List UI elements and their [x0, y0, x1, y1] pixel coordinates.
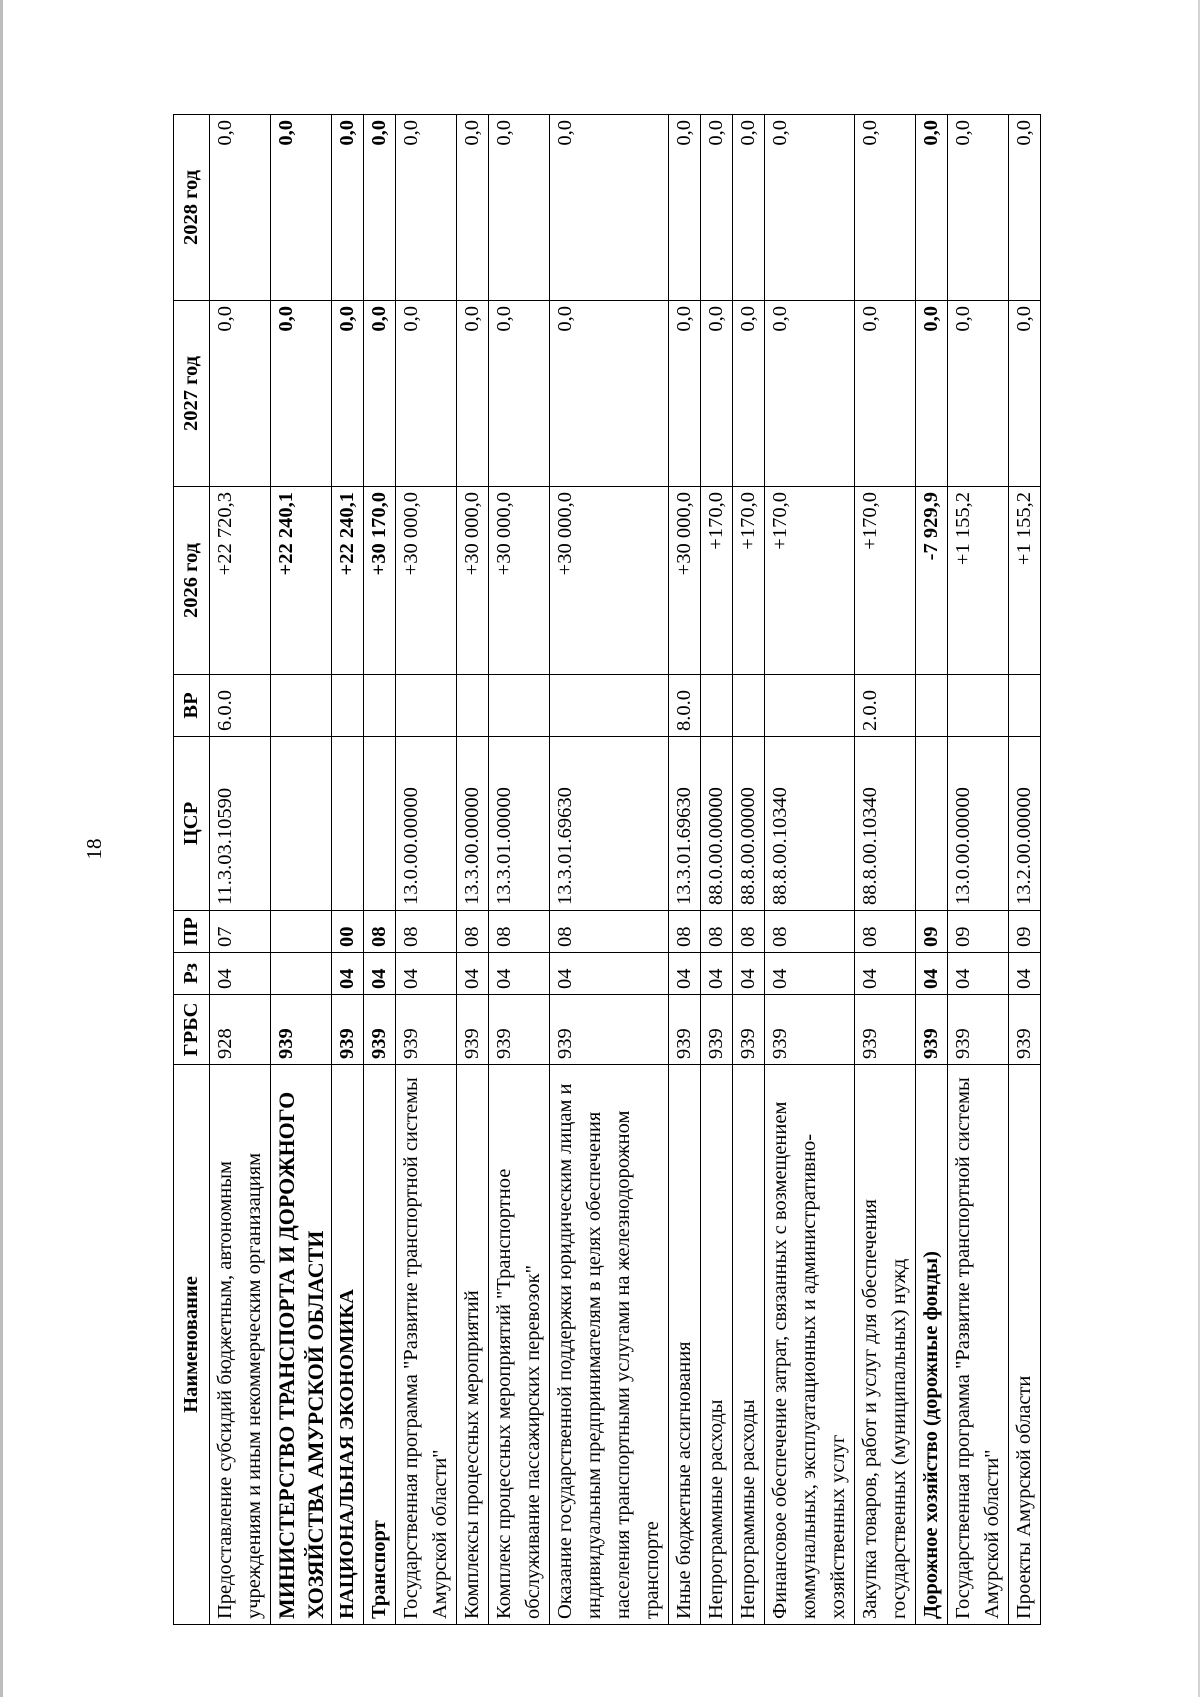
- cell-grbs: 939: [332, 995, 364, 1065]
- cell-name: Комплексы процессных мероприятий: [457, 1065, 489, 1625]
- cell-2026: +22 240,1: [271, 487, 332, 675]
- cell-csr: 88.8.00.10340: [855, 737, 916, 911]
- cell-2028: 0,0: [765, 115, 855, 301]
- cell-2028: 0,0: [550, 115, 669, 301]
- table-row: [765, 115, 855, 1625]
- cell-vr: [550, 675, 669, 737]
- cell-rz: 04: [210, 953, 271, 995]
- cell-vr: 8.0.0: [669, 675, 701, 737]
- table-row: [948, 115, 1009, 1625]
- cell-rz: 04: [396, 953, 457, 995]
- cell-rz: 04: [948, 953, 1009, 995]
- rotated-table-container: [173, 115, 1070, 1625]
- cell-grbs: 939: [701, 995, 733, 1065]
- cell-2027: 0,0: [916, 301, 948, 487]
- table-row: [1009, 115, 1041, 1625]
- cell-2026: +30 000,0: [489, 487, 550, 675]
- cell-grbs: 939: [271, 995, 332, 1065]
- cell-2028: 0,0: [855, 115, 916, 301]
- table-row: [550, 115, 669, 1625]
- table-row: [271, 115, 332, 1625]
- cell-vr: [916, 675, 948, 737]
- cell-vr: 2.0.0: [855, 675, 916, 737]
- cell-pr: 08: [457, 911, 489, 953]
- budget-table: [173, 114, 1041, 1625]
- table-row: [489, 115, 550, 1625]
- cell-vr: [733, 675, 765, 737]
- cell-vr: [364, 675, 396, 737]
- cell-vr: [396, 675, 457, 737]
- cell-csr: [271, 737, 332, 911]
- cell-2026: +170,0: [855, 487, 916, 675]
- cell-grbs: 939: [855, 995, 916, 1065]
- table-row: [733, 115, 765, 1625]
- cell-grbs: 928: [210, 995, 271, 1065]
- table-row: [669, 115, 701, 1625]
- cell-2027: 0,0: [1009, 301, 1041, 487]
- cell-2026: +170,0: [733, 487, 765, 675]
- cell-2028: 0,0: [733, 115, 765, 301]
- cell-csr: 13.3.01.00000: [489, 737, 550, 911]
- cell-csr: 11.3.03.10590: [210, 737, 271, 911]
- cell-vr: [332, 675, 364, 737]
- cell-2027: 0,0: [271, 301, 332, 487]
- cell-pr: 07: [210, 911, 271, 953]
- cell-2028: 0,0: [948, 115, 1009, 301]
- cell-name: МИНИСТЕРСТВО ТРАНСПОРТА И ДОРОЖНОГО ХОЗЯЙСТВА АМУРСКОЙ ОБЛАСТИ: [271, 1065, 332, 1625]
- cell-2026: +30 170,0: [364, 487, 396, 675]
- cell-pr: 09: [948, 911, 1009, 953]
- cell-name: Непрограммные расходы: [733, 1065, 765, 1625]
- cell-2027: 0,0: [396, 301, 457, 487]
- table-row: [701, 115, 733, 1625]
- cell-2028: 0,0: [457, 115, 489, 301]
- cell-rz: 04: [457, 953, 489, 995]
- cell-vr: [489, 675, 550, 737]
- header-2028: 2028 год: [174, 115, 210, 301]
- cell-rz: [271, 953, 332, 995]
- cell-vr: [701, 675, 733, 737]
- cell-2026: +1 155,2: [948, 487, 1009, 675]
- cell-name: Закупка товаров, работ и услуг для обеспечения государственных (муниципальных) нужд: [855, 1065, 916, 1625]
- header-2026: 2026 год: [174, 487, 210, 675]
- table-row: [210, 115, 271, 1625]
- cell-vr: [765, 675, 855, 737]
- cell-2028: 0,0: [489, 115, 550, 301]
- cell-2026: +30 000,0: [457, 487, 489, 675]
- cell-name: Иные бюджетные ассигнования: [669, 1065, 701, 1625]
- cell-pr: 08: [364, 911, 396, 953]
- cell-2027: 0,0: [765, 301, 855, 487]
- cell-pr: 09: [916, 911, 948, 953]
- cell-2027: 0,0: [457, 301, 489, 487]
- cell-grbs: 939: [396, 995, 457, 1065]
- cell-grbs: 939: [733, 995, 765, 1065]
- cell-pr: 08: [669, 911, 701, 953]
- cell-name: Проекты Амурской области: [1009, 1065, 1041, 1625]
- cell-name: Непрограммные расходы: [701, 1065, 733, 1625]
- table-row: [457, 115, 489, 1625]
- cell-2027: 0,0: [364, 301, 396, 487]
- table-row: [396, 115, 457, 1625]
- header-2027: 2027 год: [174, 301, 210, 487]
- cell-grbs: 939: [765, 995, 855, 1065]
- cell-2028: 0,0: [364, 115, 396, 301]
- cell-2026: +1 155,2: [1009, 487, 1041, 675]
- cell-2026: +30 000,0: [550, 487, 669, 675]
- cell-pr: 08: [765, 911, 855, 953]
- cell-2028: 0,0: [332, 115, 364, 301]
- cell-vr: 6.0.0: [210, 675, 271, 737]
- cell-rz: 04: [765, 953, 855, 995]
- cell-csr: 88.8.00.10340: [765, 737, 855, 911]
- cell-name: Комплекс процессных мероприятий "Транспортное обслуживание пассажирских перевозок": [489, 1065, 550, 1625]
- cell-name: Предоставление субсидий бюджетным, автономным учреждениям и иным некоммерческим организациям: [210, 1065, 271, 1625]
- cell-2028: 0,0: [701, 115, 733, 301]
- cell-rz: 04: [332, 953, 364, 995]
- cell-pr: 08: [550, 911, 669, 953]
- cell-csr: 13.3.00.00000: [457, 737, 489, 911]
- cell-2026: +30 000,0: [396, 487, 457, 675]
- cell-2027: 0,0: [669, 301, 701, 487]
- header-grbs: ГРБС: [174, 995, 210, 1065]
- cell-2027: 0,0: [733, 301, 765, 487]
- cell-csr: [916, 737, 948, 911]
- cell-rz: 04: [701, 953, 733, 995]
- cell-rz: 04: [855, 953, 916, 995]
- cell-pr: 08: [733, 911, 765, 953]
- cell-csr: 13.3.01.69630: [550, 737, 669, 911]
- cell-csr: 13.0.00.00000: [396, 737, 457, 911]
- header-rz: Рз: [174, 953, 210, 995]
- cell-2027: 0,0: [855, 301, 916, 487]
- cell-grbs: 939: [948, 995, 1009, 1065]
- cell-name: Дорожное хозяйство (дорожные фонды): [916, 1065, 948, 1625]
- cell-rz: 04: [550, 953, 669, 995]
- table-body: [210, 115, 1041, 1625]
- cell-2026: +170,0: [701, 487, 733, 675]
- cell-2027: 0,0: [701, 301, 733, 487]
- cell-2026: +170,0: [765, 487, 855, 675]
- cell-csr: [332, 737, 364, 911]
- cell-csr: [364, 737, 396, 911]
- cell-2026: +22 720,3: [210, 487, 271, 675]
- cell-csr: 88.0.00.00000: [701, 737, 733, 911]
- cell-name: НАЦИОНАЛЬНАЯ ЭКОНОМИКА: [332, 1065, 364, 1625]
- cell-2028: 0,0: [1009, 115, 1041, 301]
- cell-pr: [271, 911, 332, 953]
- cell-2026: +22 240,1: [332, 487, 364, 675]
- cell-2026: +30 000,0: [669, 487, 701, 675]
- cell-rz: 04: [1009, 953, 1041, 995]
- table-row: [364, 115, 396, 1625]
- cell-rz: 04: [733, 953, 765, 995]
- scan-edge-left: [0, 0, 3, 1697]
- cell-grbs: 939: [457, 995, 489, 1065]
- cell-pr: 00: [332, 911, 364, 953]
- cell-grbs: 939: [489, 995, 550, 1065]
- cell-pr: 09: [1009, 911, 1041, 953]
- table-header-row: [174, 115, 210, 1625]
- cell-grbs: 939: [1009, 995, 1041, 1065]
- cell-2027: 0,0: [210, 301, 271, 487]
- cell-rz: 04: [489, 953, 550, 995]
- cell-2028: 0,0: [210, 115, 271, 301]
- table-row: [332, 115, 364, 1625]
- table-row: [916, 115, 948, 1625]
- header-csr: ЦСР: [174, 737, 210, 911]
- cell-name: Транспорт: [364, 1065, 396, 1625]
- cell-name: Государственная программа "Развитие транспортной системы Амурской области": [396, 1065, 457, 1625]
- header-vr: ВР: [174, 675, 210, 737]
- cell-2027: 0,0: [550, 301, 669, 487]
- cell-csr: 13.3.01.69630: [669, 737, 701, 911]
- cell-csr: 88.8.00.00000: [733, 737, 765, 911]
- cell-2027: 0,0: [332, 301, 364, 487]
- cell-rz: 04: [916, 953, 948, 995]
- cell-2026: -7 929,9: [916, 487, 948, 675]
- cell-2028: 0,0: [271, 115, 332, 301]
- cell-grbs: 939: [916, 995, 948, 1065]
- header-name: Наименование: [174, 1065, 210, 1625]
- cell-name: Финансовое обеспечение затрат, связанных с возмещением коммунальных, эксплуатационных и административно-хозяйственных услуг: [765, 1065, 855, 1625]
- cell-2027: 0,0: [948, 301, 1009, 487]
- cell-vr: [457, 675, 489, 737]
- cell-rz: 04: [364, 953, 396, 995]
- cell-grbs: 939: [364, 995, 396, 1065]
- cell-2028: 0,0: [396, 115, 457, 301]
- cell-csr: 13.0.00.00000: [948, 737, 1009, 911]
- table-row: [855, 115, 916, 1625]
- cell-vr: [1009, 675, 1041, 737]
- cell-grbs: 939: [669, 995, 701, 1065]
- cell-name: Оказание государственной поддержки юридическим лицам и индивидуальным предпринимателям в целях обеспечения населения транспортными услугами на железнодорожном транспорте: [550, 1065, 669, 1625]
- cell-name: Государственная программа "Развитие транспортной системы Амурской области": [948, 1065, 1009, 1625]
- cell-grbs: 939: [550, 995, 669, 1065]
- cell-2028: 0,0: [916, 115, 948, 301]
- cell-vr: [271, 675, 332, 737]
- cell-csr: 13.2.00.00000: [1009, 737, 1041, 911]
- cell-2028: 0,0: [669, 115, 701, 301]
- page-number: 18: [82, 838, 106, 860]
- cell-pr: 08: [701, 911, 733, 953]
- cell-pr: 08: [855, 911, 916, 953]
- cell-2027: 0,0: [489, 301, 550, 487]
- cell-pr: 08: [489, 911, 550, 953]
- cell-pr: 08: [396, 911, 457, 953]
- cell-vr: [948, 675, 1009, 737]
- cell-rz: 04: [669, 953, 701, 995]
- header-pr: ПР: [174, 911, 210, 953]
